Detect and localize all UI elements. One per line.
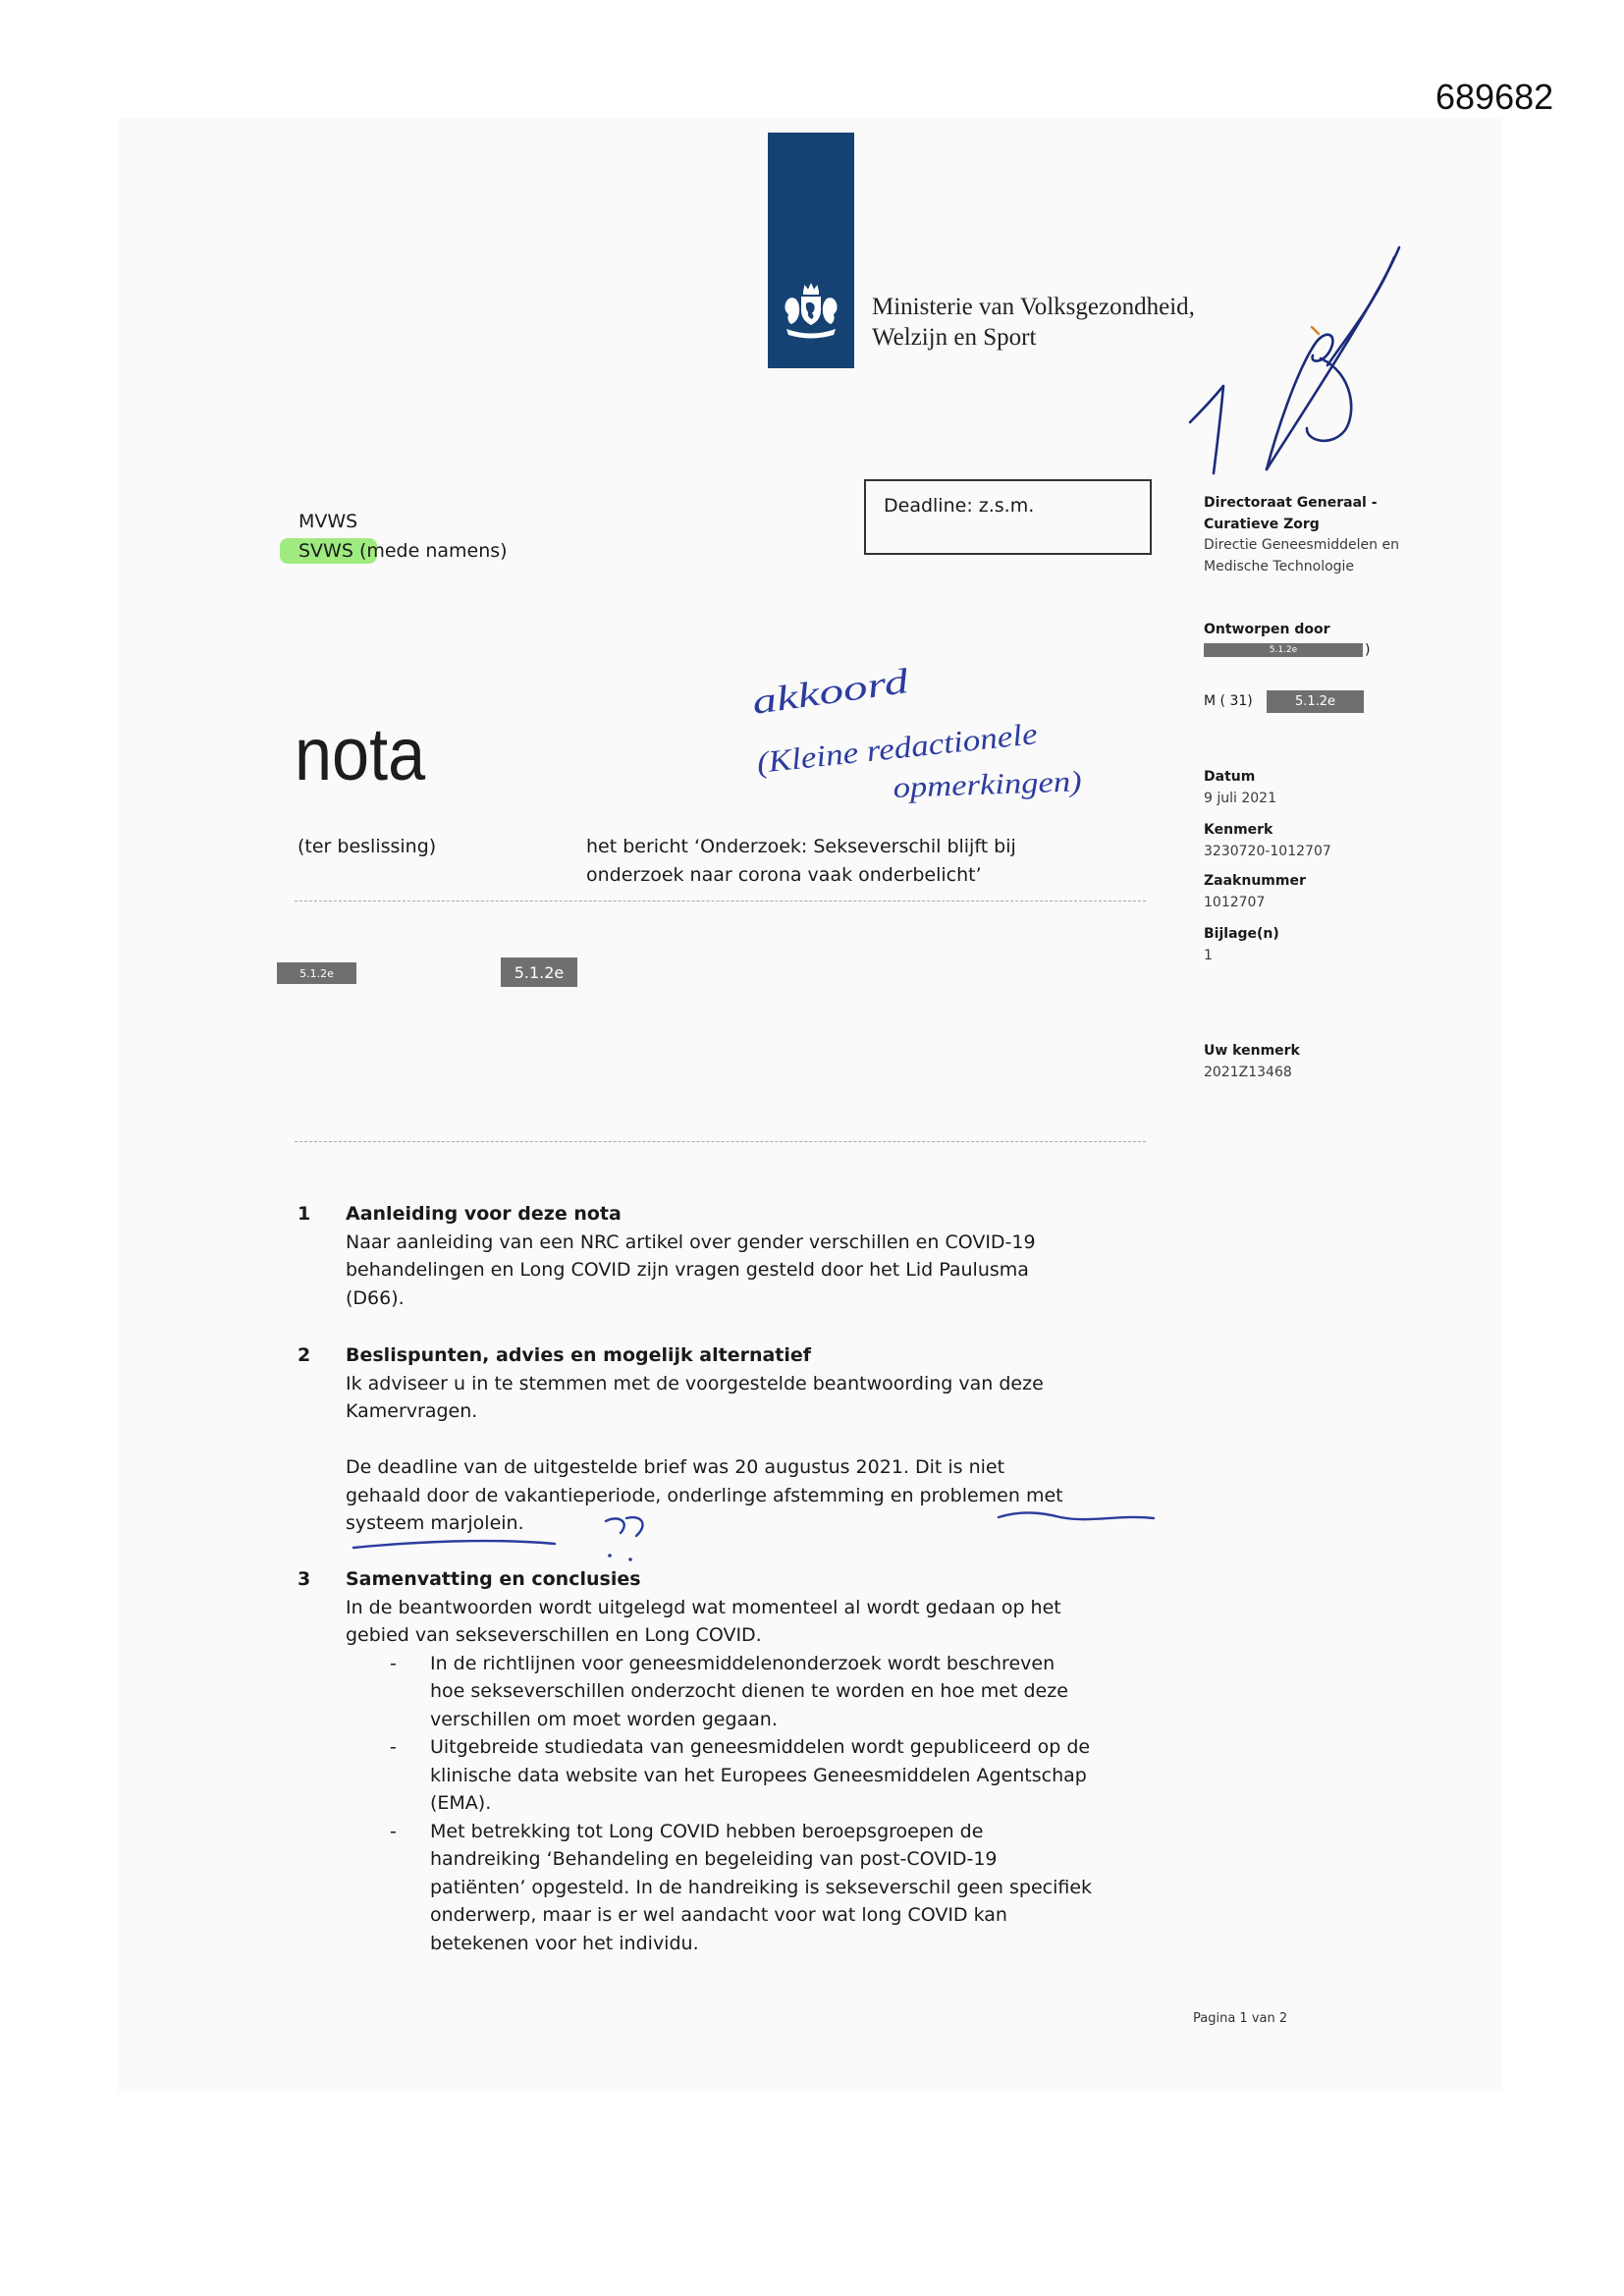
redaction-box: 5.1.2e xyxy=(1267,690,1364,713)
text-line: verschillen om moet worden gegaan. xyxy=(430,1708,778,1730)
subject-line1: het bericht ‘Onderzoek: Sekseverschil blijft bij xyxy=(586,836,1016,857)
meta-label: Kenmerk xyxy=(1204,822,1273,838)
meta-field-your-reference xyxy=(1204,1041,1300,1083)
meta-value: 9 juli 2021 xyxy=(1204,790,1276,806)
text-line: behandelingen en Long COVID zijn vragen gesteld door het Lid Paulusma xyxy=(346,1259,1029,1281)
bullet-marker: - xyxy=(390,1736,397,1758)
meta-label: Datum xyxy=(1204,769,1256,785)
meta-field-case-number xyxy=(1204,871,1306,913)
separator-line xyxy=(295,1141,1146,1142)
text-line: Met betrekking tot Long COVID hebben beroepsgroepen de xyxy=(430,1820,984,1842)
text-line: In de richtlijnen voor geneesmiddelenonderzoek wordt beschreven xyxy=(430,1652,1056,1674)
department-line1: Directie Geneesmiddelen en xyxy=(1204,537,1399,553)
meta-field-reference xyxy=(1204,820,1331,862)
designed-by-suffix: ) xyxy=(1365,642,1371,658)
section-3 xyxy=(298,1565,1093,1957)
bullet-marker: - xyxy=(390,1652,397,1674)
section-1 xyxy=(298,1200,1036,1312)
handwritten-remark-line1: (Kleine redactionele xyxy=(755,719,1006,780)
addressee-line1: MVWS xyxy=(298,511,358,532)
meta-value: 1 xyxy=(1204,947,1213,963)
text-line: Uitgebreide studiedata van geneesmiddelen wordt gepubliceerd op de xyxy=(430,1736,1091,1758)
section-2 xyxy=(298,1341,1063,1538)
separator-line xyxy=(295,901,1146,902)
bullet-list xyxy=(346,1650,1092,1958)
subject-line2: onderzoek naar corona vaak onderbelicht’ xyxy=(586,864,982,886)
department-line2: Medische Technologie xyxy=(1204,558,1355,574)
text-line: gehaald door de vakantieperiode, onderlinge afstemming en problemen met xyxy=(346,1484,1063,1506)
meta-field-date xyxy=(1204,767,1276,809)
page-number: Pagina 1 van 2 xyxy=(1193,2011,1288,2026)
coat-of-arms-icon xyxy=(777,280,845,349)
section-heading: Aanleiding voor deze nota xyxy=(346,1203,622,1225)
list-item xyxy=(390,1733,1092,1818)
text-line: Kamervragen. xyxy=(346,1400,478,1422)
deadline-text: Deadline: z.s.m. xyxy=(884,495,1035,517)
document-type-title: nota xyxy=(295,713,426,796)
section-paragraph xyxy=(346,1594,1092,1650)
section-number: 3 xyxy=(298,1568,311,1590)
phone-prefix: M ( 31) xyxy=(1204,693,1253,709)
directorate-line2: Curatieve Zorg xyxy=(1204,516,1320,532)
text-line: Ik adviseer u in te stemmen met de voorgestelde beantwoording van deze xyxy=(346,1372,1044,1394)
text-line: onderwerp, maar is er wel aandacht voor wat long COVID kan xyxy=(430,1904,1007,1926)
text-line: hoe sekseverschillen onderzocht dienen te worden en hoe met deze xyxy=(430,1680,1068,1702)
bullet-marker: - xyxy=(390,1820,397,1842)
redaction-box: 5.1.2e xyxy=(1204,643,1363,657)
ministry-logo-bar xyxy=(768,133,854,368)
handwritten-remark-line2: opmerkingen) xyxy=(893,766,1057,804)
text-line: Naar aanleiding van een NRC artikel over gender verschillen en COVID-19 xyxy=(346,1230,1036,1253)
ministry-name-line1: Ministerie van Volksgezondheid, xyxy=(872,294,1195,320)
section-heading: Beslispunten, advies en mogelijk alternatief xyxy=(346,1344,812,1366)
purpose-label: (ter beslissing) xyxy=(298,836,437,857)
redaction-box: 5.1.2e xyxy=(277,962,356,984)
section-paragraph xyxy=(346,1229,1036,1313)
ministry-name xyxy=(872,292,1195,353)
text-line: (EMA). xyxy=(430,1792,492,1814)
text-line: In de beantwoorden wordt uitgelegd wat momenteel al wordt gedaan op het xyxy=(346,1596,1061,1618)
meta-value: 2021Z13468 xyxy=(1204,1064,1292,1080)
designed-by-label xyxy=(1204,620,1330,641)
addressee-highlighted: SVWS xyxy=(298,540,353,562)
handwritten-akkoord: akkoord xyxy=(749,667,869,722)
addressee-line2 xyxy=(298,537,508,565)
list-item xyxy=(390,1650,1092,1734)
text-line: handreiking ‘Behandeling en begeleiding van post-COVID-19 xyxy=(430,1848,998,1870)
section-paragraph xyxy=(346,1370,1063,1426)
section-number: 2 xyxy=(298,1344,311,1366)
meta-label: Uw kenmerk xyxy=(1204,1043,1300,1059)
designed-by-label-text: Ontworpen door xyxy=(1204,622,1330,637)
section-paragraph xyxy=(346,1453,1063,1538)
meta-value: 3230720-1012707 xyxy=(1204,843,1331,859)
addressee-rest: (mede namens) xyxy=(352,540,508,562)
sidebar-organisation xyxy=(1204,493,1399,577)
text-line: patiënten’ opgesteld. In de handreiking is sekseverschil geen specifiek xyxy=(430,1876,1093,1898)
text-line: (D66). xyxy=(346,1286,405,1309)
text-line: betekenen voor het individu. xyxy=(430,1932,699,1954)
text-line: systeem marjolein. xyxy=(346,1512,524,1534)
list-item xyxy=(390,1818,1093,1958)
document-id: 689682 xyxy=(1435,77,1554,117)
text-line: De deadline van de uitgestelde brief was 20 augustus 2021. Dit is niet xyxy=(346,1456,1005,1478)
meta-label: Zaaknummer xyxy=(1204,873,1306,889)
meta-field-attachments xyxy=(1204,924,1279,966)
meta-value: 1012707 xyxy=(1204,894,1266,910)
text-line: gebied van sekseverschillen en Long COVID. xyxy=(346,1624,762,1646)
directorate-line1: Directoraat Generaal - xyxy=(1204,495,1378,511)
section-number: 1 xyxy=(298,1203,311,1225)
ministry-name-line2: Welzijn en Sport xyxy=(872,324,1037,351)
redaction-box: 5.1.2e xyxy=(501,957,577,987)
section-heading: Samenvatting en conclusies xyxy=(346,1568,641,1590)
text-line: klinische data website van het Europees Geneesmiddelen Agentschap xyxy=(430,1764,1087,1786)
meta-label: Bijlage(n) xyxy=(1204,926,1279,942)
deadline-box xyxy=(864,479,1152,555)
